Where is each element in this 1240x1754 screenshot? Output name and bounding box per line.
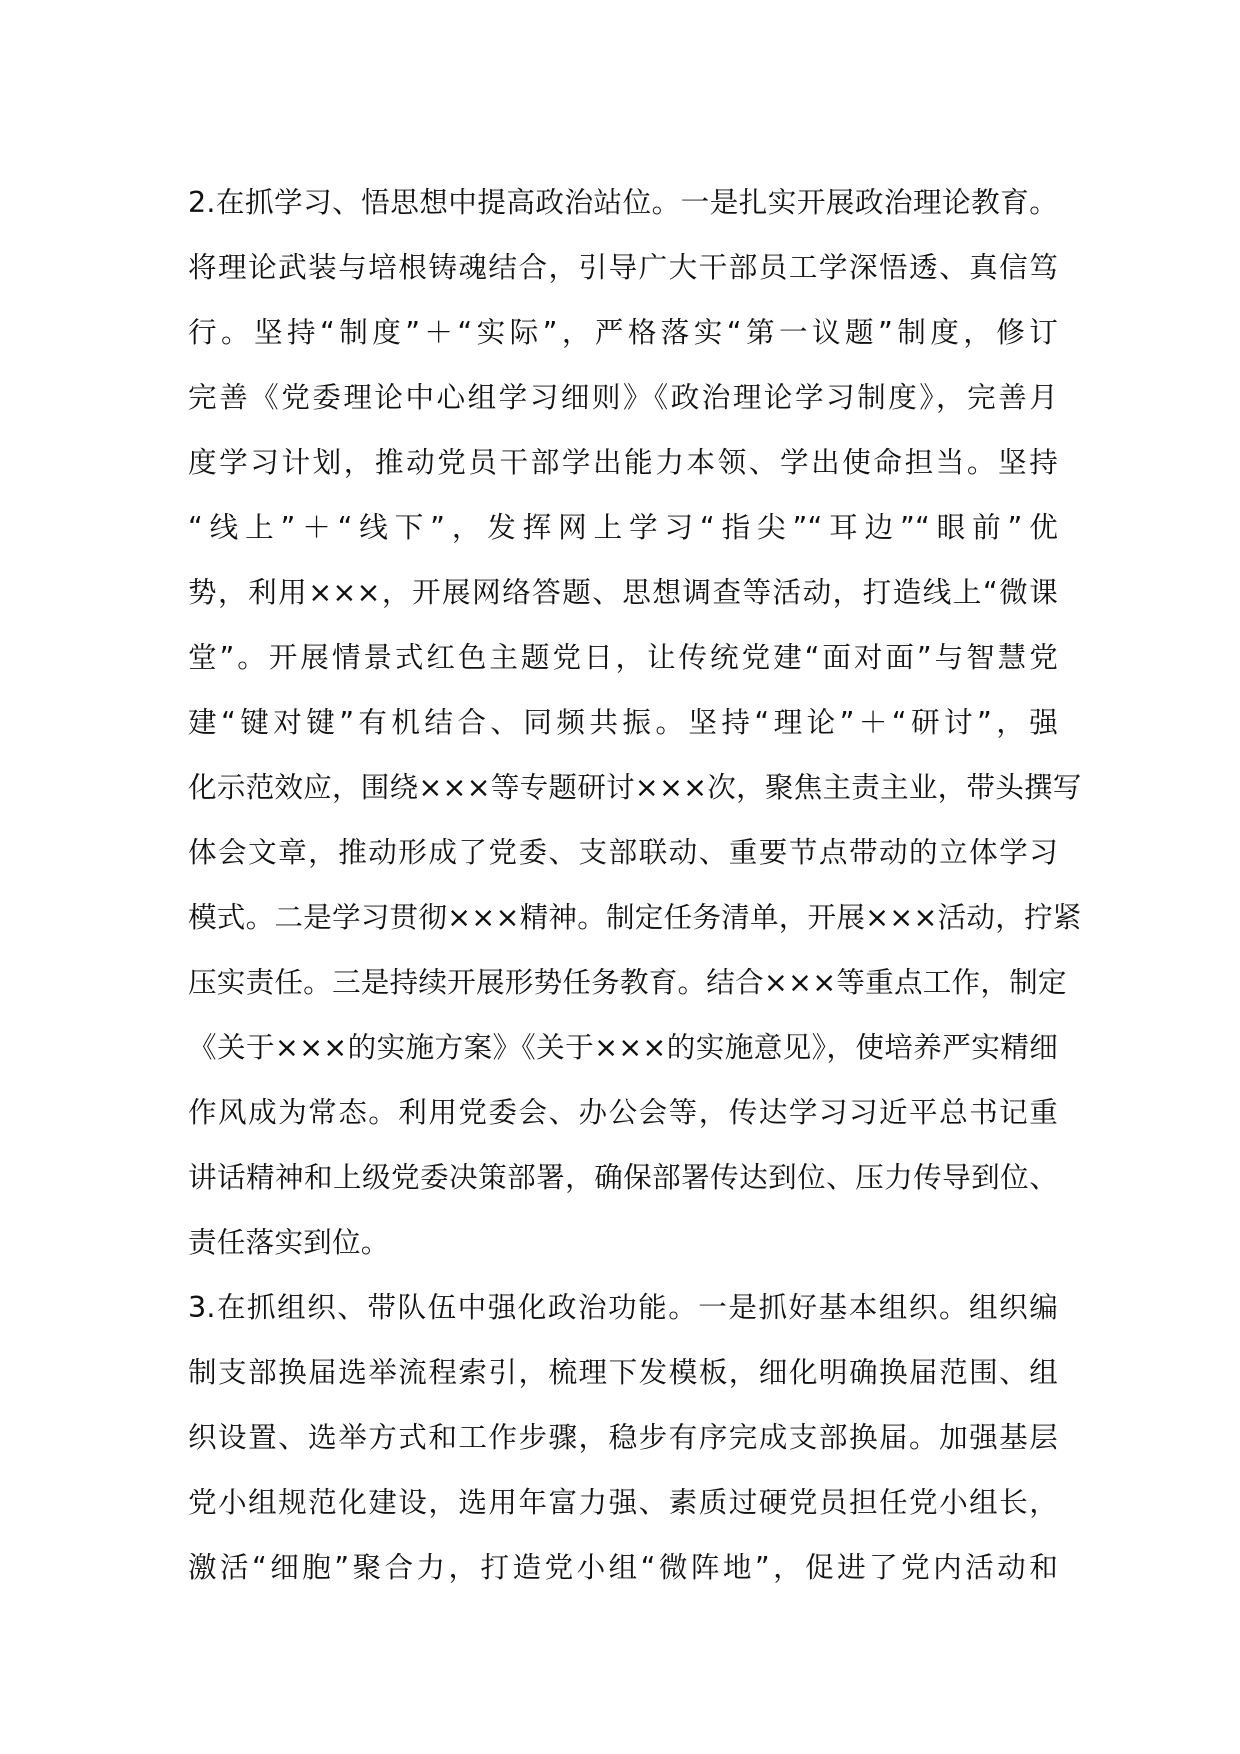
text-line: 2.在抓学习、悟思想中提高政治站位。一是扎实开展政治理论教育。	[188, 185, 1058, 219]
text-line: 织设置、选举方式和工作步骤，稳步有序完成支部换届。加强基层	[188, 1420, 1058, 1454]
text-line: 化示范效应，围绕×××等专题研讨×××次，聚焦主责主业，带头撰写	[188, 770, 1082, 804]
text-line: 完善《党委理论中心组学习细则》《政治理论学习制度》，完善月	[188, 380, 1058, 414]
text-line: 建“键对键”有机结合、同频共振。坚持“理论”＋“研讨”，强	[188, 705, 1058, 739]
text-line: 党小组规范化建设，选用年富力强、素质过硬党员担任党小组长，	[188, 1485, 1058, 1519]
text-line: “线上”＋“线下”，发挥网上学习“指尖”“耳边”“眼前”优	[188, 510, 1058, 544]
text-line: 体会文章，推动形成了党委、支部联动、重要节点带动的立体学习	[188, 835, 1058, 869]
text-line: 制支部换届选举流程索引，梳理下发模板，细化明确换届范围、组	[188, 1355, 1058, 1389]
text-line: 《关于×××的实施方案》《关于×××的实施意见》，使培养严实精细	[188, 1030, 1058, 1064]
text-line: 模式。二是学习贯彻×××精神。制定任务清单，开展×××活动，拧紧	[188, 900, 1082, 934]
text-line: 压实责任。三是持续开展形势任务教育。结合×××等重点工作，制定	[188, 965, 1067, 999]
text-line: 势，利用×××，开展网络答题、思想调查等活动，打造线上“微课	[188, 575, 1058, 609]
text-line: 激活“细胞”聚合力，打造党小组“微阵地”，促进了党内活动和	[188, 1550, 1058, 1584]
text-line: 堂”。开展情景式红色主题党日，让传统党建“面对面”与智慧党	[188, 640, 1058, 674]
text-line: 将理论武装与培根铸魂结合，引导广大干部员工学深悟透、真信笃	[188, 250, 1058, 284]
text-line: 度学习计划，推动党员干部学出能力本领、学出使命担当。坚持	[188, 445, 1058, 479]
text-line: 讲话精神和上级党委决策部署，确保部署传达到位、压力传导到位、	[188, 1160, 1058, 1194]
document-body	[188, 170, 1082, 1600]
text-line: 作风成为常态。利用党委会、办公会等，传达学习习近平总书记重	[188, 1095, 1058, 1129]
text-line: 责任落实到位。	[188, 1225, 390, 1259]
text-line: 3.在抓组织、带队伍中强化政治功能。一是抓好基本组织。组织编	[188, 1290, 1058, 1324]
text-line: 行。坚持“制度”＋“实际”，严格落实“第一议题”制度，修订	[188, 315, 1058, 349]
